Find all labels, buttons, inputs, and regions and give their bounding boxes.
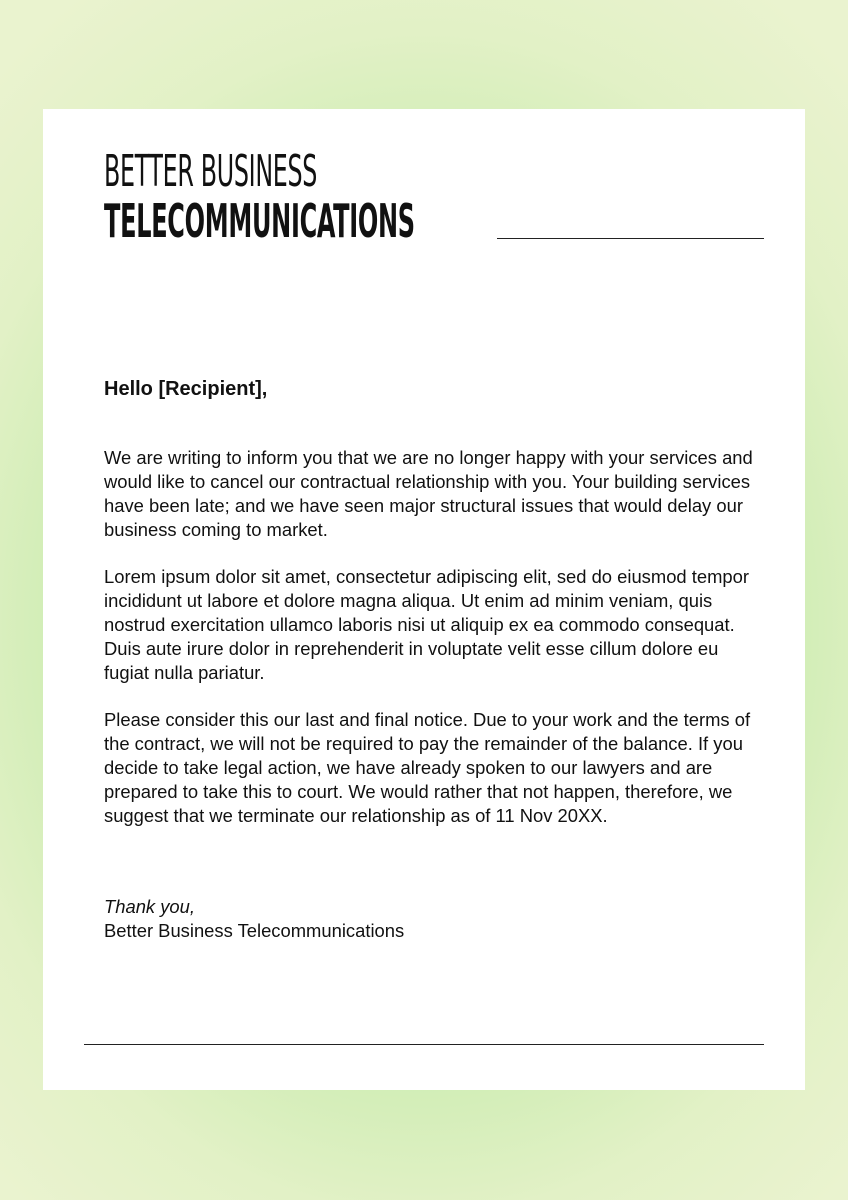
closing-line: Thank you,	[104, 896, 195, 917]
signature-line: Better Business Telecommunications	[104, 920, 405, 941]
letterhead-company-name: BETTER BUSINESS	[104, 146, 318, 197]
body-paragraph: Lorem ipsum dolor sit amet, consectetur adipiscing elit, sed do eiusmod tempor incididunt ut labore et dolore magna aliqua. Ut enim ad minim veniam, quis nostrud exercitation ullamco laboris nisi ut aliquip ex ea commodo consequat. Duis aute irure dolor in reprehenderit in voluptate velit esse cillum dolore eu fugiat nulla pariatur.	[104, 566, 750, 683]
letter-sheet	[43, 109, 805, 1090]
footer-divider	[84, 1044, 764, 1045]
body-paragraph: Please consider this our last and final notice. Due to your work and the terms of the contract, we will not be required to pay the remainder of the balance. If you decide to take legal action, we have already spoken to our lawyers and are prepared to take this to court. We would rather that not happen, therefore, we suggest that we terminate our relationship as of 11 Nov 20XX.	[104, 709, 751, 826]
letter-greeting: Hello [Recipient],	[104, 378, 268, 400]
header-divider	[497, 238, 764, 239]
letter-signoff	[104, 895, 404, 943]
letter-body	[104, 446, 764, 851]
body-paragraph: We are writing to inform you that we are no longer happy with your services and would like to cancel our contractual relationship with you. Your building services have been late; and we have seen major structural issues that would delay our business coming to market.	[104, 447, 753, 540]
letterhead-company-division: TELECOMMUNICATIONS	[104, 194, 415, 248]
